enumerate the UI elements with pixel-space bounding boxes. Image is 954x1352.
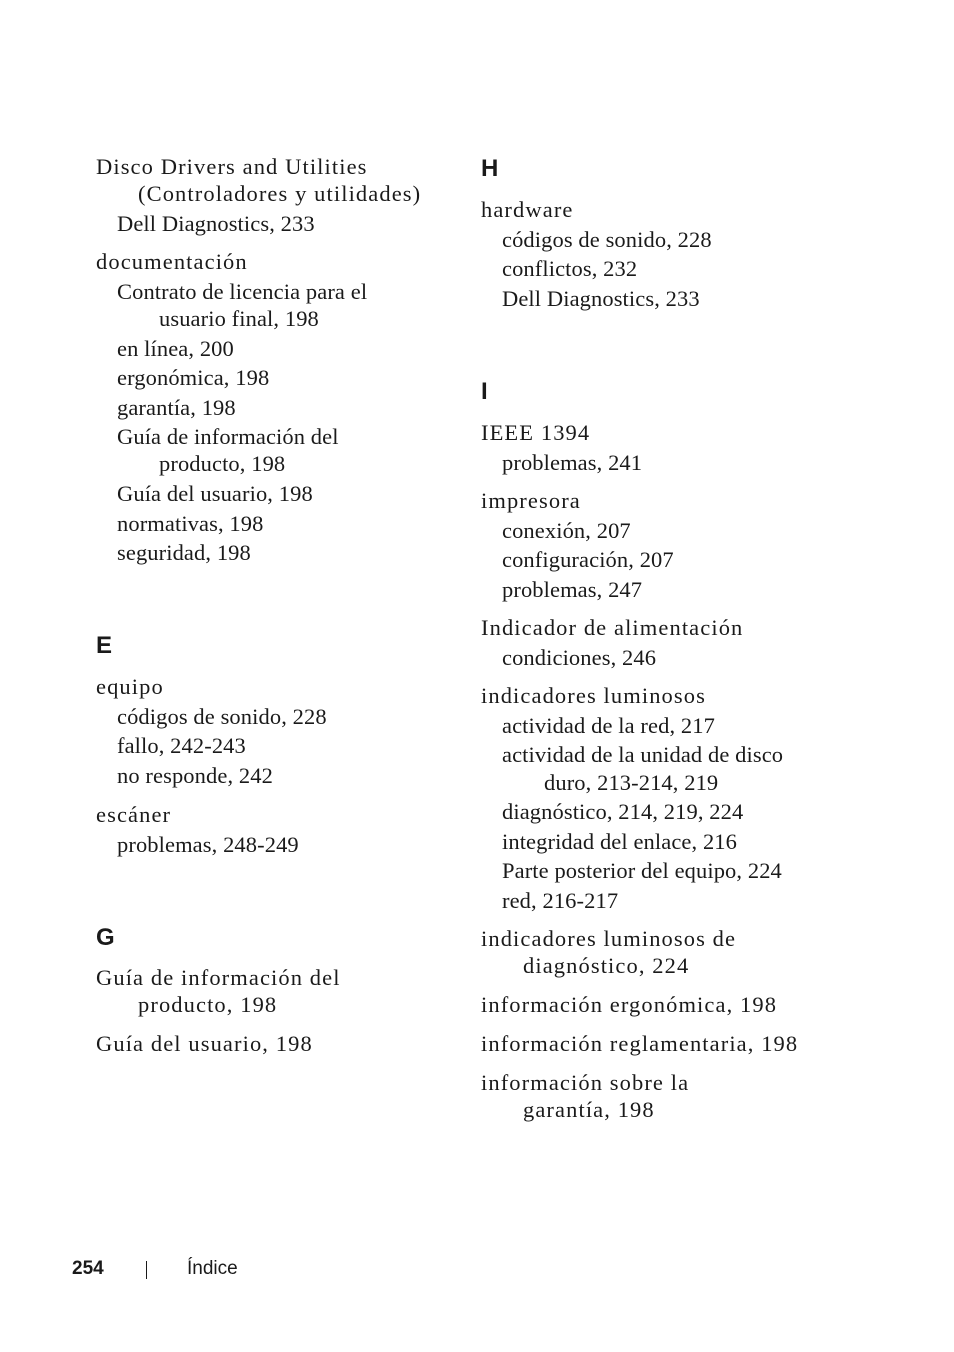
index-subentry: fallo, 242-243	[117, 733, 246, 758]
index-subentry: red, 216-217	[502, 888, 619, 913]
index-subentry: garantía, 198	[117, 395, 236, 420]
index-subentry: problemas, 241	[502, 450, 643, 475]
index-term: indicadores luminosos de	[481, 926, 737, 951]
index-subentry: códigos de sonido, 228	[117, 704, 327, 729]
index-subentry: en línea, 200	[117, 336, 234, 361]
index-subentry: conexión, 207	[502, 518, 631, 543]
index-subentry: condiciones, 246	[502, 645, 657, 670]
section-letter-g: G	[96, 924, 115, 951]
index-subentry: códigos de sonido, 228	[502, 227, 712, 252]
index-subentry: diagnóstico, 214, 219, 224	[502, 799, 744, 824]
index-subentry: Guía del usuario, 198	[117, 481, 313, 506]
index-subentry: seguridad, 198	[117, 540, 251, 565]
index-term: Disco Drivers and Utilities	[96, 154, 368, 179]
section-letter-h: H	[481, 155, 499, 182]
index-subentry: actividad de la unidad de disco	[502, 742, 784, 767]
index-term: información sobre la	[481, 1070, 690, 1095]
index-subentry: Parte posterior del equipo, 224	[502, 858, 782, 883]
index-term-continuation: diagnóstico, 224	[523, 953, 690, 978]
index-term: hardware	[481, 197, 574, 222]
index-subentry: integridad del enlace, 216	[502, 829, 738, 854]
index-subentry: Guía de información del	[117, 424, 339, 449]
footer-section-title: Índice	[187, 1258, 238, 1279]
index-subentry: problemas, 247	[502, 577, 643, 602]
index-term: Indicador de alimentación	[481, 615, 744, 640]
index-term: Guía de información del	[96, 965, 341, 990]
index-subentry: normativas, 198	[117, 511, 264, 536]
index-subentry-continuation: producto, 198	[159, 451, 286, 476]
index-term: Guía del usuario, 198	[96, 1031, 313, 1056]
index-term: información ergonómica, 198	[481, 992, 778, 1017]
index-term: impresora	[481, 488, 581, 513]
index-term-continuation: garantía, 198	[523, 1097, 655, 1122]
index-subentry: Contrato de licencia para el	[117, 279, 368, 304]
section-letter-i: I	[481, 378, 488, 405]
index-term: escáner	[96, 802, 172, 827]
index-term: información reglamentaria, 198	[481, 1031, 799, 1056]
index-subentry: conflictos, 232	[502, 256, 638, 281]
index-subentry: configuración, 207	[502, 547, 674, 572]
index-subentry: no responde, 242	[117, 763, 273, 788]
index-term-continuation: producto, 198	[138, 992, 278, 1017]
index-term: equipo	[96, 674, 164, 699]
section-letter-e: E	[96, 632, 113, 659]
index-subentry: actividad de la red, 217	[502, 713, 715, 738]
footer-divider	[146, 1261, 147, 1279]
index-subentry: Dell Diagnostics, 233	[502, 286, 700, 311]
page-number: 254	[72, 1258, 104, 1279]
index-subentry: Dell Diagnostics, 233	[117, 211, 315, 236]
index-term: indicadores luminosos	[481, 683, 706, 708]
index-subentry-continuation: usuario final, 198	[159, 306, 319, 331]
index-subentry: ergonómica, 198	[117, 365, 270, 390]
index-term: documentación	[96, 249, 248, 274]
index-subentry: problemas, 248-249	[117, 832, 299, 857]
index-term: IEEE 1394	[481, 420, 591, 445]
page-footer	[72, 1254, 472, 1284]
index-subentry-continuation: duro, 213-214, 219	[544, 770, 719, 795]
index-term-continuation: (Controladores y utilidades)	[138, 181, 422, 206]
